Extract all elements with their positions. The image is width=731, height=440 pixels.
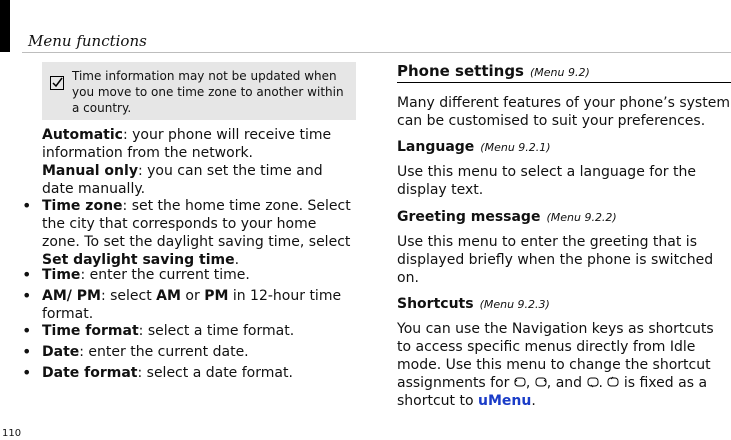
manual-paragraph bbox=[42, 162, 356, 198]
bullet-marker: • bbox=[22, 321, 32, 340]
bullet-marker: • bbox=[22, 363, 32, 382]
list-item-text: : select a date format. bbox=[137, 365, 293, 381]
shortcuts-separator: , and bbox=[546, 375, 583, 391]
list-item-text: . bbox=[234, 252, 240, 268]
list-item-text: in 12-hour time format. bbox=[42, 288, 342, 322]
subsection-title-greeting bbox=[397, 209, 617, 225]
menu-reference: (Menu 9.2.1) bbox=[480, 141, 551, 154]
page-number: 110 bbox=[2, 428, 22, 439]
automatic-paragraph bbox=[42, 126, 356, 162]
list-item-time-zone bbox=[42, 197, 356, 269]
list-item-text: : enter the current time. bbox=[80, 267, 250, 283]
nav-down-key-icon bbox=[587, 376, 599, 388]
list-item-option: PM bbox=[204, 288, 229, 304]
subsection-title-shortcuts bbox=[397, 296, 550, 312]
list-item-text: : set the home time zone. Select the city that corresponds to your home zone. To set the daylight saving time, select bbox=[42, 198, 351, 250]
list-item-text: : select bbox=[100, 288, 157, 304]
list-item-option: Set daylight saving time bbox=[42, 252, 235, 268]
menu-reference: (Menu 9.2.3) bbox=[479, 298, 550, 311]
list-item-label: Time zone bbox=[42, 198, 123, 214]
running-title: Menu functions bbox=[28, 32, 147, 50]
shortcuts-separator: . bbox=[598, 375, 603, 391]
list-item-text: : select a time format. bbox=[138, 323, 295, 339]
manual-text: : you can set the time and date manually. bbox=[42, 163, 323, 197]
list-item-text: or bbox=[180, 288, 205, 304]
list-item-label: Time bbox=[42, 267, 81, 283]
umenu-label: uMenu bbox=[478, 393, 532, 409]
header-decoration-inner bbox=[0, 0, 10, 52]
bullet-marker: • bbox=[22, 196, 32, 215]
greeting-text: Use this menu to enter the greeting that is displayed briefly when the phone is switched on. bbox=[397, 234, 714, 286]
subsection-title-text: Shortcuts bbox=[397, 296, 474, 312]
phone-settings-text: Many different features of your phone’s system can be customised to suit your preferences. bbox=[397, 95, 730, 129]
shortcuts-text-part: You can use the Navigation keys as shortcuts to access specific menus directly from Idle mode. Use this menu to change the shortcut assignments for bbox=[397, 321, 714, 391]
shortcuts-text-part: . bbox=[531, 393, 536, 409]
subsection-title-text: Greeting message bbox=[397, 209, 541, 225]
list-item-label: Date bbox=[42, 344, 80, 360]
bullet-marker: • bbox=[22, 342, 32, 361]
note-text: Time information may not be updated when you move to one time zone to another within a country. bbox=[72, 69, 344, 115]
bullet-marker: • bbox=[22, 265, 32, 284]
list-item-label: Time format bbox=[42, 323, 139, 339]
list-item-label: Date format bbox=[42, 365, 138, 381]
automatic-label: Automatic bbox=[42, 127, 123, 143]
automatic-text: : your phone will receive time information from the network. bbox=[42, 127, 332, 161]
list-item-text: : enter the current date. bbox=[79, 344, 249, 360]
section-title-phone-settings bbox=[397, 62, 590, 80]
section-rule bbox=[397, 82, 731, 83]
shortcuts-text bbox=[397, 320, 731, 410]
nav-right-key-icon bbox=[535, 376, 547, 388]
header-rule bbox=[22, 52, 731, 53]
menu-reference: (Menu 9.2) bbox=[529, 66, 590, 79]
subsection-title-language bbox=[397, 139, 551, 155]
list-item-time-format bbox=[42, 322, 356, 340]
language-text: Use this menu to select a language for the display text. bbox=[397, 164, 696, 198]
manual-label: Manual only bbox=[42, 163, 138, 179]
list-item-date bbox=[42, 343, 356, 361]
note-box bbox=[42, 62, 356, 120]
list-item-label: AM/ PM bbox=[42, 288, 101, 304]
shortcuts-separator: , bbox=[525, 375, 531, 391]
bullet-marker: • bbox=[22, 286, 32, 305]
list-item-am-pm bbox=[42, 287, 356, 323]
checkmark-note-icon bbox=[50, 76, 64, 90]
shortcuts-text-part: is fixed as a shortcut to bbox=[397, 375, 708, 409]
list-item-date-format bbox=[42, 364, 356, 382]
list-item-time bbox=[42, 266, 356, 284]
nav-left-key-icon bbox=[514, 376, 526, 388]
menu-reference: (Menu 9.2.2) bbox=[546, 211, 617, 224]
subsection-title-text: Language bbox=[397, 139, 475, 155]
list-item-option: AM bbox=[156, 288, 181, 304]
section-title-text: Phone settings bbox=[397, 62, 524, 80]
nav-up-key-icon bbox=[607, 376, 619, 388]
